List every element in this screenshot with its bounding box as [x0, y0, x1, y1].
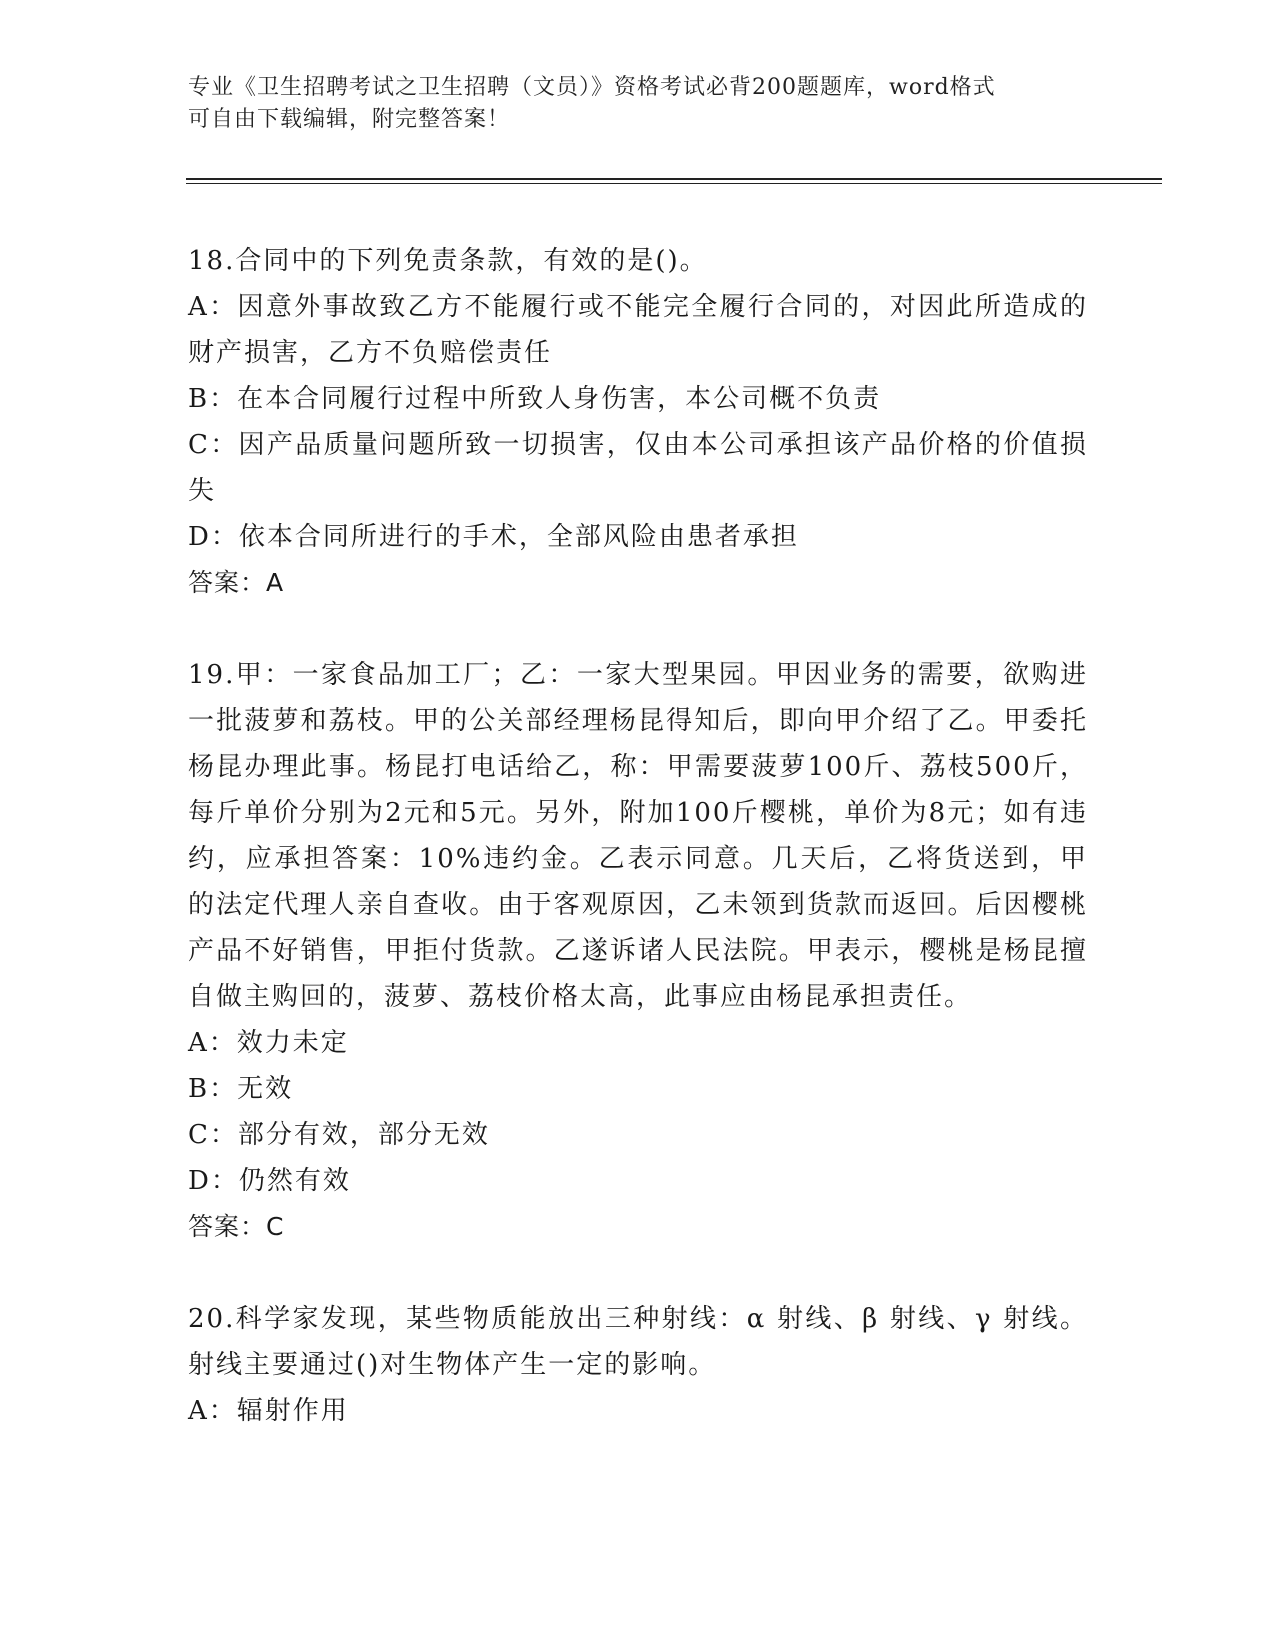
- question-20: [188, 1296, 1088, 1434]
- question-stem: 19.甲：一家食品加工厂；乙：一家大型果园。甲因业务的需要，欲购进一批菠萝和荔枝。甲的公关部经理杨昆得知后，即向甲介绍了乙。甲委托杨昆办理此事。杨昆打电话给乙，称：甲需要菠萝100斤、荔枝500斤，每斤单价分别为2元和5元。另外，附加100斤樱桃，单价为8元；如有违约，应承担答案：10%违约金。乙表示同意。几天后，乙将货送到，甲的法定代理人亲自查收。由于客观原因，乙未领到货款而返回。后因樱桃产品不好销售，甲拒付货款。乙遂诉诸人民法院。甲表示，樱桃是杨昆擅自做主购回的，菠萝、荔枝价格太高，此事应由杨昆承担责任。: [188, 660, 1088, 1012]
- option-b: B：在本合同履行过程中所致人身伤害，本公司概不负责: [188, 384, 882, 414]
- header-divider-thin: [186, 183, 1162, 184]
- option-b: B：无效: [188, 1074, 294, 1104]
- question-list: [188, 238, 1088, 1480]
- option-a: A：辐射作用: [188, 1396, 349, 1426]
- option-a: A：效力未定: [188, 1028, 349, 1058]
- header-title-line-1: 专业《卫生招聘考试之卫生招聘（文员）》资格考试必背200题题库，word格式: [188, 75, 996, 100]
- question-stem: 18.合同中的下列免责条款，有效的是()。: [188, 246, 708, 276]
- option-c: C：因产品质量问题所致一切损害，仅由本公司承担该产品价格的价值损失: [188, 430, 1088, 506]
- option-d: D：仍然有效: [188, 1166, 351, 1196]
- question-18: [188, 238, 1088, 606]
- header-title-line-2: 可自由下载编辑，附完整答案！: [188, 107, 511, 132]
- answer-label: 答案：C: [188, 1212, 285, 1241]
- option-c: C：部分有效，部分无效: [188, 1120, 490, 1150]
- header-divider-thick: [186, 178, 1162, 180]
- answer-label: 答案：A: [188, 568, 285, 597]
- question-19: [188, 652, 1088, 1250]
- document-header: [188, 72, 1088, 136]
- option-a: A：因意外事故致乙方不能履行或不能完全履行合同的，对因此所造成的财产损害，乙方不负赔偿责任: [188, 292, 1088, 368]
- question-stem: 20.科学家发现，某些物质能放出三种射线：α 射线、β 射线、γ 射线。射线主要通过()对生物体产生一定的影响。: [188, 1304, 1088, 1380]
- option-d: D：依本合同所进行的手术，全部风险由患者承担: [188, 522, 799, 552]
